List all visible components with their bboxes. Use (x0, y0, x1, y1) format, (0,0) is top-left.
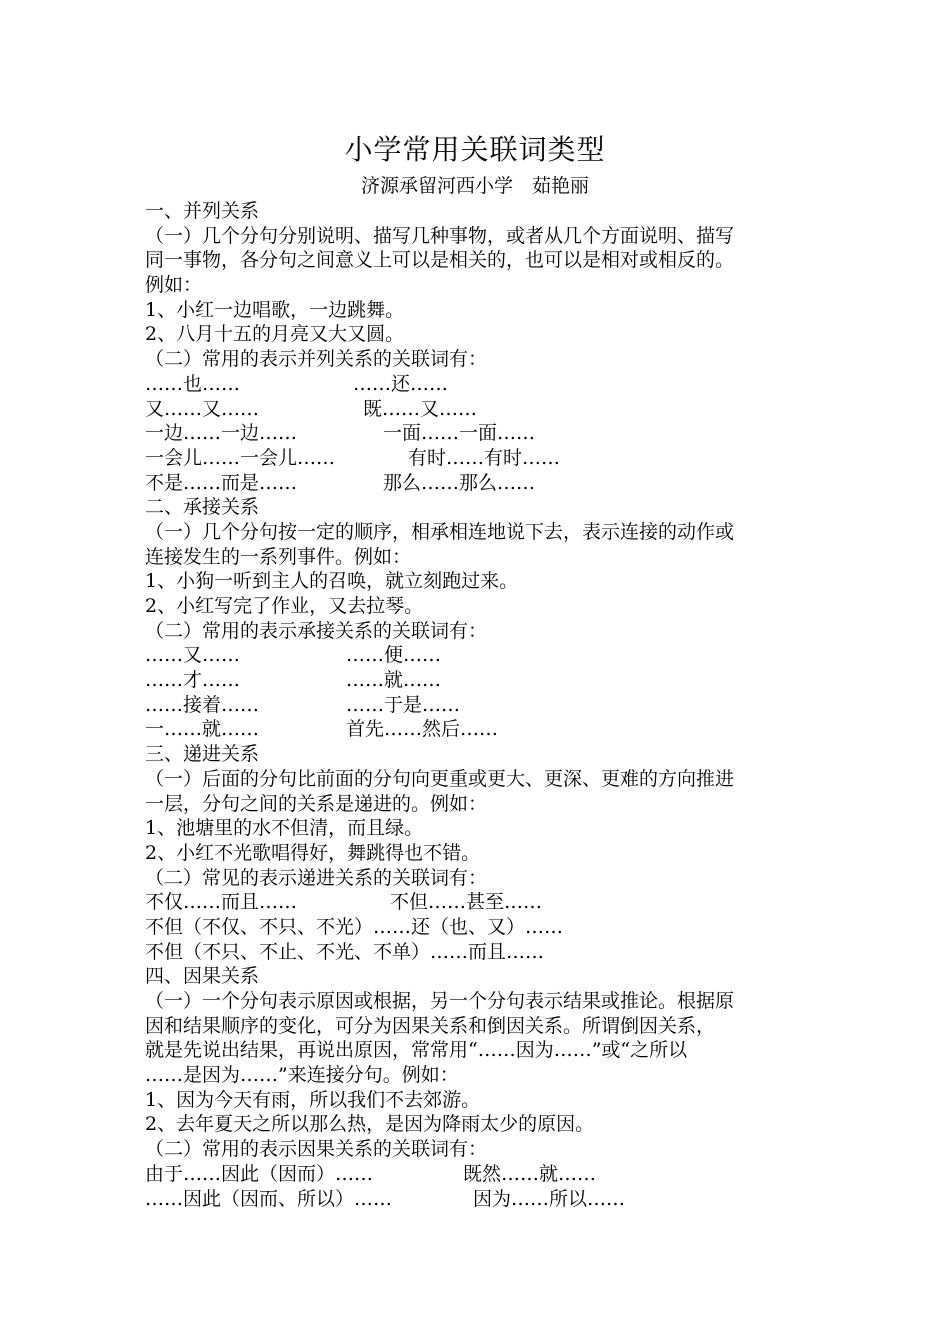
text-line (145, 1038, 825, 1063)
line-text: 不是……而是…… (145, 471, 298, 494)
text-line (145, 890, 825, 915)
line-text-second-column: 因为……所以…… (473, 1187, 626, 1210)
line-text-second-column: ……还…… (353, 372, 449, 395)
text-line (145, 989, 825, 1014)
line-text: 不仅……而且…… (145, 891, 298, 914)
line-text: 一……就…… (145, 718, 260, 741)
text-line (145, 569, 825, 594)
text-line (145, 1187, 825, 1212)
text-line (145, 1112, 825, 1137)
text-line (145, 940, 825, 965)
text-line (145, 545, 825, 570)
text-line (145, 224, 825, 249)
line-text: （二）常用的表示因果关系的关联词有： (145, 1138, 488, 1161)
line-text-second-column: ……便…… (346, 644, 442, 667)
line-text-second-column: ……就…… (346, 669, 442, 692)
line-text: 三、递进关系 (145, 743, 260, 766)
line-text: 2、小红不光歌唱得好，舞跳得也不错。 (145, 841, 481, 864)
text-line (145, 1162, 825, 1187)
text-line (145, 298, 825, 323)
line-text: ……因此（因而、所以）…… (145, 1187, 393, 1210)
line-text: 一、并列关系 (145, 200, 260, 222)
text-line (145, 372, 825, 397)
line-text: 一边……一边…… (145, 422, 298, 445)
line-text: （一）一个分句表示原因或根据，另一个分句表示结果或推论。根据原 (145, 990, 735, 1012)
line-text: 1、小狗一听到主人的召唤，就立刻跑过来。 (145, 570, 519, 593)
line-text: 四、因果关系 (145, 965, 260, 988)
line-text-second-column: 首先……然后…… (346, 718, 499, 741)
text-line (145, 792, 825, 817)
text-line (145, 446, 825, 471)
text-line (145, 1014, 825, 1039)
line-text: 2、八月十五的月亮又大又圆。 (145, 323, 405, 346)
line-text-second-column: 那么……那么…… (383, 471, 536, 494)
text-line (145, 495, 825, 520)
line-text: 2、去年夏天之所以那么热，是因为降雨太少的原因。 (145, 1113, 595, 1136)
line-text: 1、小红一边唱歌，一边跳舞。 (145, 298, 405, 321)
text-line (145, 668, 825, 693)
text-line (145, 643, 825, 668)
line-text: 同一事物，各分句之间意义上可以是相关的，也可以是相对或相反的。 (145, 249, 735, 272)
text-line (145, 767, 825, 792)
text-line (145, 742, 825, 767)
line-text: 又……又…… (145, 397, 260, 420)
line-text: 因和结果顺序的变化，可分为因果关系和倒因关系。所谓倒因关系， (145, 1014, 716, 1037)
line-text: 1、池塘里的水不但清，而且绿。 (145, 817, 424, 840)
text-line (145, 964, 825, 989)
text-line (145, 199, 825, 224)
line-text-second-column: 既……又…… (363, 397, 478, 420)
text-line (145, 322, 825, 347)
text-line (145, 915, 825, 940)
line-text-second-column: 有时……有时…… (408, 446, 561, 469)
line-text: ……接着…… (145, 693, 260, 716)
text-line (145, 273, 825, 298)
line-text: 2、小红写完了作业，又去拉琴。 (145, 595, 424, 617)
line-text: 不但（不仅、不只、不光）……还（也、又）…… (145, 915, 564, 938)
line-text: （二）常见的表示递进关系的关联词有： (145, 866, 488, 889)
text-line (145, 520, 825, 545)
line-text: 1、因为今天有雨，所以我们不去郊游。 (145, 1088, 481, 1111)
line-text: ……也…… (145, 372, 241, 395)
text-line (145, 816, 825, 841)
line-text-second-column: ……于是…… (346, 693, 461, 716)
text-line (145, 347, 825, 372)
text-line (145, 594, 825, 619)
line-text: （一）后面的分句比前面的分句向更重或更大、更深、更难的方向推进 (145, 767, 735, 790)
document-title: 小学常用关联词类型 (344, 133, 606, 166)
line-text: 例如： (145, 274, 203, 297)
text-line (145, 1088, 825, 1113)
document-author: 济源承留河西小学 茹艳丽 (360, 175, 589, 197)
text-line (145, 866, 825, 891)
line-text: 就是先说出结果，再说出原因，常常用“……因为……”或“之所以 (145, 1039, 688, 1062)
text-line (145, 619, 825, 644)
text-line (145, 397, 825, 422)
text-line (145, 471, 825, 496)
line-text: （一）几个分句按一定的顺序，相承相连地说下去，表示连接的动作或 (145, 520, 735, 543)
line-text: ……是因为……”来连接分句。例如： (145, 1064, 459, 1087)
line-text: ……又…… (145, 644, 241, 667)
line-text: （一）几个分句分别说明、描写几种事物，或者从几个方面说明、描写 (145, 224, 735, 247)
text-line (145, 1137, 825, 1162)
text-line (145, 693, 825, 718)
line-text: 一层，分句之间的关系是递进的。例如： (145, 792, 488, 815)
line-text: ……才…… (145, 669, 241, 692)
line-text: 一会儿……一会儿…… (145, 446, 336, 469)
line-text-second-column: 既然……就…… (463, 1162, 597, 1185)
line-text-second-column: 不但……甚至…… (390, 891, 543, 914)
line-text-second-column: 一面……一面…… (383, 422, 536, 445)
line-text: 不但（不只、不止、不光、不单）……而且…… (145, 940, 545, 963)
text-line (145, 717, 825, 742)
text-line (145, 1063, 825, 1088)
line-text: 由于……因此（因而）…… (145, 1162, 374, 1185)
text-line (145, 841, 825, 866)
line-text: 连接发生的一系列事件。例如： (145, 545, 412, 568)
line-text: （二）常用的表示并列关系的关联词有： (145, 348, 488, 371)
line-text: （二）常用的表示承接关系的关联词有： (145, 619, 488, 642)
text-line (145, 421, 825, 446)
text-line (145, 248, 825, 273)
line-text: 二、承接关系 (145, 496, 260, 519)
document-body (145, 199, 825, 1211)
